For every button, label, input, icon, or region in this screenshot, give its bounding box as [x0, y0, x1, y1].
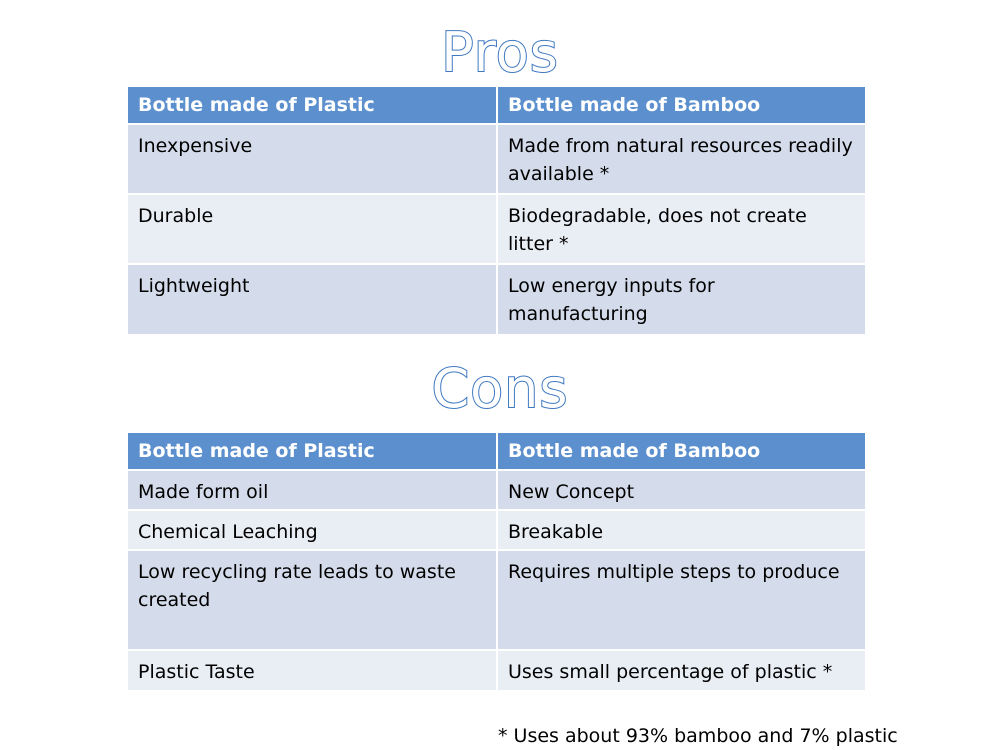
- pros-title: Pros: [441, 21, 559, 84]
- table-header-row: [128, 433, 865, 470]
- bamboo-cell: Made from natural resources readily available *: [497, 124, 865, 194]
- bamboo-cell: Requires multiple steps to produce: [497, 550, 865, 650]
- table-row: [128, 470, 865, 510]
- table-row: [128, 510, 865, 550]
- bamboo-cell: Uses small percentage of plastic *: [497, 650, 865, 690]
- footnote: * Uses about 93% bamboo and 7% plastic: [498, 725, 898, 747]
- cons-title: Cons: [431, 357, 569, 420]
- table-row: [128, 650, 865, 690]
- plastic-cell: Lightweight: [128, 264, 497, 334]
- plastic-cell: Low recycling rate leads to waste created: [128, 550, 497, 650]
- plastic-cell: Plastic Taste: [128, 650, 497, 690]
- cons-table: [128, 433, 865, 690]
- plastic-cell: Made form oil: [128, 470, 497, 510]
- bamboo-cell: Breakable: [497, 510, 865, 550]
- table-row: [128, 264, 865, 334]
- table-row: [128, 550, 865, 650]
- bamboo-cell: New Concept: [497, 470, 865, 510]
- column-header-plastic: Bottle made of Plastic: [128, 87, 497, 124]
- bamboo-cell: Biodegradable, does not create litter *: [497, 194, 865, 264]
- bamboo-cell: Low energy inputs for manufacturing: [497, 264, 865, 334]
- table-header-row: [128, 87, 865, 124]
- table-row: [128, 194, 865, 264]
- plastic-cell: Inexpensive: [128, 124, 497, 194]
- pros-table: [128, 87, 865, 334]
- column-header-plastic: Bottle made of Plastic: [128, 433, 497, 470]
- column-header-bamboo: Bottle made of Bamboo: [497, 87, 865, 124]
- plastic-cell: Chemical Leaching: [128, 510, 497, 550]
- table-row: [128, 124, 865, 194]
- column-header-bamboo: Bottle made of Bamboo: [497, 433, 865, 470]
- plastic-cell: Durable: [128, 194, 497, 264]
